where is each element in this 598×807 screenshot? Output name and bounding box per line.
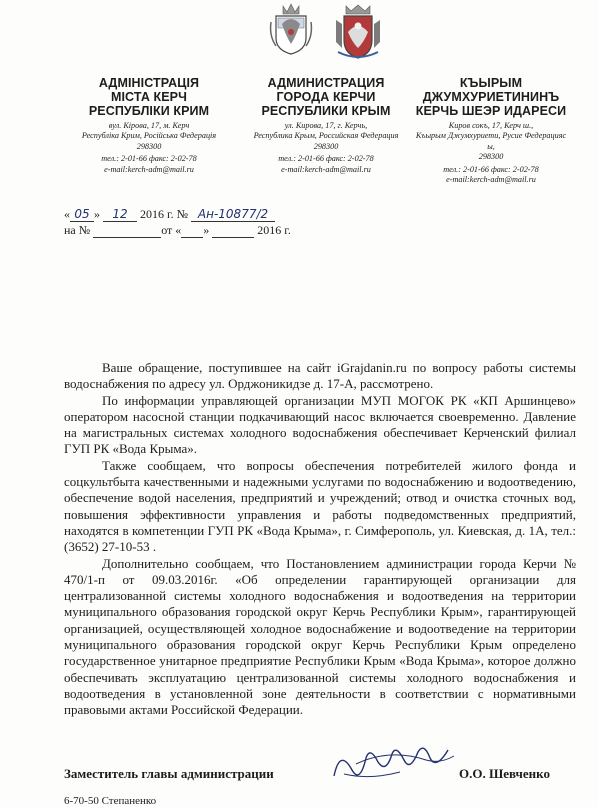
outgoing-number: Ан-10877/2 (191, 207, 275, 222)
crimea-coat-of-arms-icon (268, 2, 314, 61)
address-ru: ул. Кирова, 17, г. Керчь, Республика Крым, Российская Федерация 298300 (253, 121, 399, 151)
org-name-crh: КЪЫРЫМ ДЖУМХУРИЕТИНИНЪ КЕРЧЬ ШЕЭР ИДАРЕСИ (415, 76, 567, 118)
contacts-uk: тел.: 2-01-66 факс: 2-02-78 e-mail:kerch-adm@mail.ru (101, 154, 197, 174)
contacts-crh: тел.: 2-01-66 факс: 2-02-78 e-mail:kerch-adm@mail.ru (443, 164, 539, 185)
address-crh: Киров сокъ, 17, Керч ш., Къырым Джумхуриети, Русие Федерацияс ы, 298300 (415, 121, 567, 162)
letter-body (64, 360, 576, 719)
handwritten-signature-icon (330, 740, 458, 789)
header-crimean-tatar (408, 76, 574, 185)
outgoing-day: 05 (70, 207, 94, 222)
paragraph: По информации управляющей организации МУП МОГОК РК «КП Аршинцево» оператором насосной станции подкачивающий насос включается своевременно. Давление на магистральных системах холодного водоснабжения обеспечивает Керченский филиал ГУП РК «Вода Крыма». (64, 392, 576, 457)
incoming-registration: на № от « » 2016 г. (64, 223, 291, 237)
address-uk: вул. Кірова, 17, м. Керч Республіка Крим, Російська Федерація 298300 (81, 121, 217, 151)
kerch-coat-of-arms-icon (332, 2, 384, 67)
org-name-ru: АДМИНИСТРАЦИЯ ГОРОДА КЕРЧИ РЕСПУБЛИКИ КРЫМ (261, 76, 391, 118)
executor-contact: 6-70-50 Степаненко (64, 795, 157, 807)
paragraph: Ваше обращение, поступившее на сайт iGrajdanin.ru по вопросу работы системы водоснабжения по адресу ул. Орджоникидзе д. 17-А, рассмотрено. (64, 360, 576, 392)
signatory-position: Заместитель главы администрации (64, 766, 274, 781)
paragraph: Также сообщаем, что вопросы обеспечения потребителей жилого фонда и соцкультбыта качественными и надежными услугами по водоснабжению и водоотведению, обеспечение водой населения, предприятий и учреждений; отвод и очистка сточных вод, повышения эффективности управления и работы подведомственных предприятий, находятся в компетенции ГУП РК «Вода Крыма», г. Симферополь, ул. Киевская, д. 1А, тел.:(3652) 27-10-53 . (64, 457, 576, 555)
header-ukrainian (60, 76, 238, 175)
contacts-ru: тел.: 2-01-66 факс: 2-02-78 e-mail:kerch-adm@mail.ru (278, 154, 374, 174)
outgoing-month: 12 (103, 207, 137, 222)
outgoing-registration: « 05 » 12 2016 г. № Ан-10877/2 (64, 207, 275, 222)
org-name-uk: АДМІНІСТРАЦІЯ МІСТА КЕРЧ РЕСПУБЛІКИ КРИМ (88, 76, 210, 118)
signatory-name: О.О. Шевченко (459, 766, 550, 781)
paragraph: Дополнительно сообщаем, что Постановлением администрации города Керчи № 470/1-п от 09.03.2016г. «Об определении гарантирующей организации для централизованной системы холодного водоснабжения и водоотведения на территории муниципального образования городской округ Керчь Республики Крым», гарантирующей организацией, осуществляющей холодное водоснабжение и водоотведение на территории муниципального образования городской округ Керчь Республики Крым определено государственное унитарное предприятие Республики Крым «Вода Крыма», которое должно обеспечивать эксплуатацию централизованной системы холодного водоснабжения и водоотведения в установленной зоне деятельности в соответствии с нормативными правовыми актами Российской Федерации. (64, 555, 576, 718)
header-russian (240, 76, 412, 175)
